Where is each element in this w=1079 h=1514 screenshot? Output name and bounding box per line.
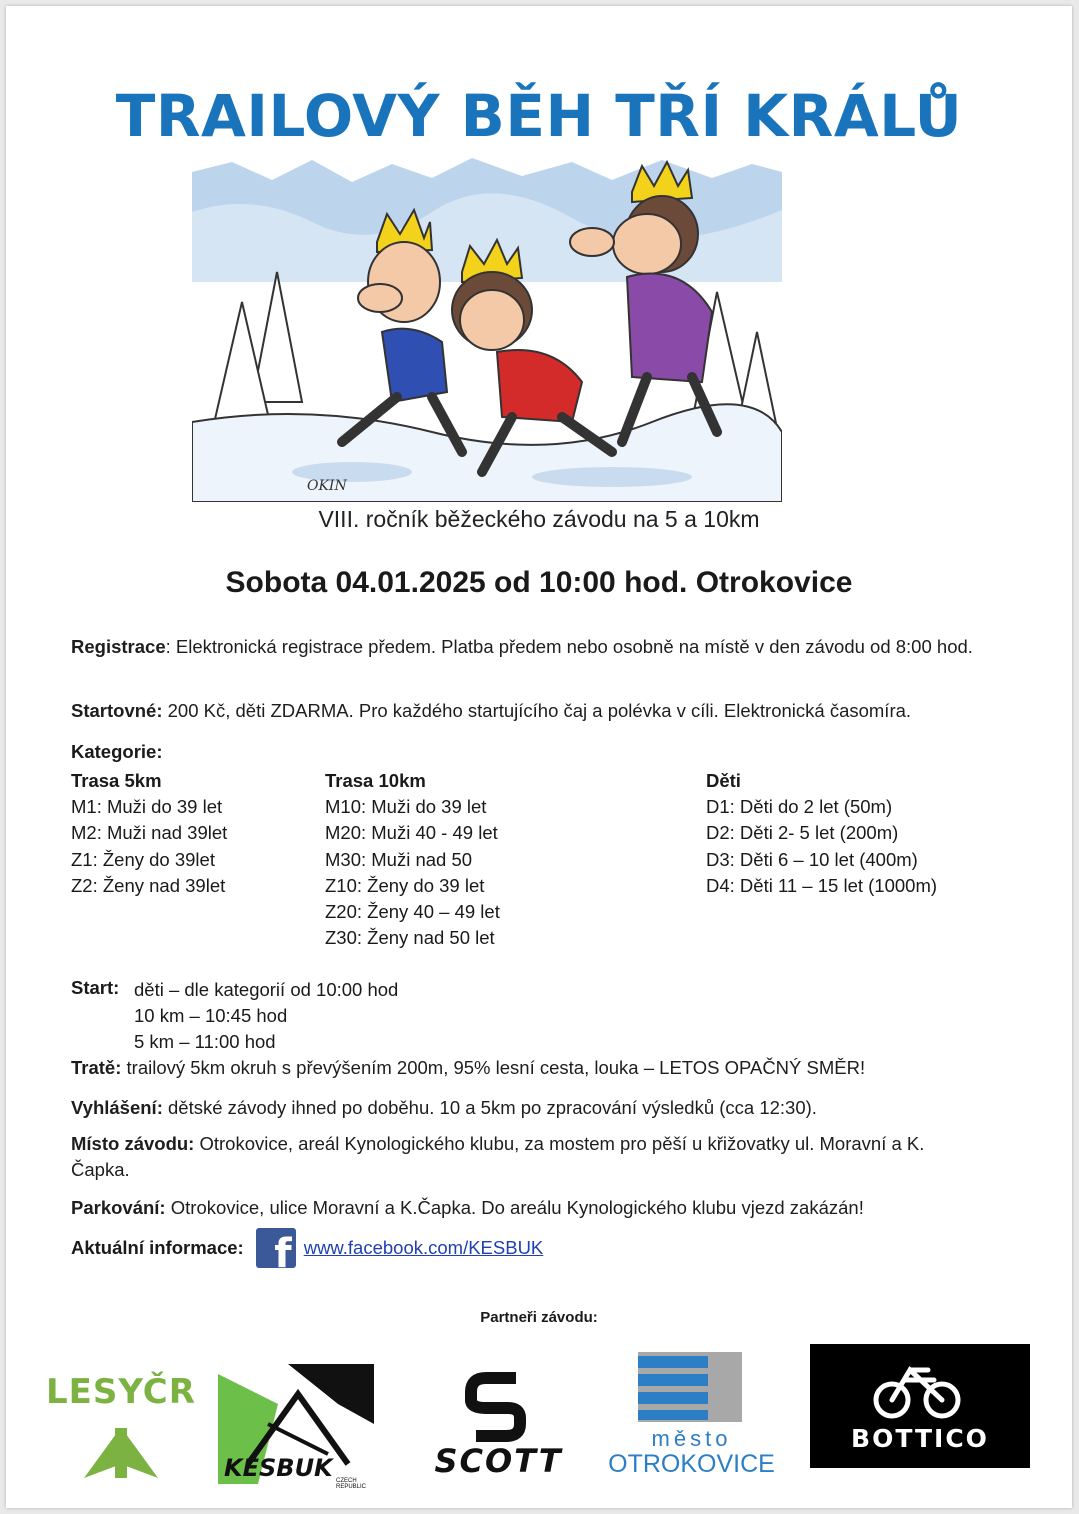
category-column-5km bbox=[71, 768, 227, 899]
lesy-cr-logo bbox=[46, 1372, 196, 1482]
category-item: Z20: Ženy 40 – 49 let bbox=[325, 901, 500, 923]
registration-text: : Elektronická registrace předem. Platba předem nebo osobně na místě v den závodu od 8:00 hod. bbox=[165, 636, 973, 657]
lesy-cr-tree-icon bbox=[46, 1416, 196, 1480]
otrokovice-logo-text: OTROKOVICE bbox=[608, 1450, 775, 1478]
fee-label: Startovné: bbox=[71, 700, 163, 721]
scott-logo-text: SCOTT bbox=[434, 1442, 563, 1480]
parking-label: Parkování: bbox=[71, 1197, 166, 1218]
category-column-children bbox=[706, 768, 937, 899]
mesto-otrokovice-emblem bbox=[604, 1350, 779, 1422]
parking-paragraph bbox=[71, 1195, 986, 1221]
category-item: Z2: Ženy nad 39let bbox=[71, 874, 226, 896]
event-subtitle: VIII. ročník běžeckého závodu na 5 a 10km bbox=[318, 506, 760, 532]
registration-paragraph bbox=[71, 634, 986, 660]
category-item: D4: Děti 11 – 15 let (1000m) bbox=[706, 874, 938, 896]
categories-heading: Kategorie: bbox=[71, 741, 163, 762]
facebook-icon[interactable]: f bbox=[256, 1228, 296, 1268]
category-heading: Trasa 10km bbox=[325, 770, 426, 791]
course-label: Tratě: bbox=[71, 1057, 122, 1078]
category-item: M1: Muži do 39 let bbox=[71, 796, 223, 818]
start-time-line: 10 km – 10:45 hod bbox=[134, 1005, 288, 1026]
kesbuk-logo-subtext: CZECH REPUBLIC bbox=[336, 1478, 367, 1490]
awards-label: Vyhlášení: bbox=[71, 1097, 163, 1118]
scott-logo bbox=[416, 1372, 581, 1482]
course-paragraph bbox=[71, 1055, 986, 1081]
kesbuk-logo bbox=[218, 1364, 374, 1490]
category-item: M10: Muži do 39 let bbox=[325, 796, 487, 818]
info-label: Aktuální informace: bbox=[71, 1237, 244, 1258]
registration-label: Registrace bbox=[71, 636, 166, 657]
course-text: trailový 5km okruh s převýšením 200m, 95% lesní cesta, louka – LETOS OPAČNÝ SMĚR! bbox=[121, 1057, 866, 1078]
facebook-link[interactable]: www.facebook.com/KESBUK bbox=[303, 1237, 544, 1258]
category-item: M2: Muži nad 39let bbox=[71, 822, 228, 844]
flyer-page bbox=[6, 6, 1072, 1508]
venue-label: Místo závodu: bbox=[71, 1133, 195, 1154]
category-item: Z1: Ženy do 39let bbox=[71, 848, 215, 870]
venue-paragraph bbox=[71, 1131, 986, 1183]
kesbuk-logo-text: KESBUK bbox=[224, 1454, 333, 1482]
venue-text: Otrokovice, areál Kynologického klubu, za mostem pro pěší u křižovatky ul. Moravní a K. Čapka. bbox=[71, 1133, 925, 1180]
bottico-logo-text: BOTTICO bbox=[851, 1424, 989, 1453]
bottico-logo bbox=[810, 1344, 1030, 1468]
mesto-logo-text: město bbox=[651, 1426, 732, 1451]
event-title: TRAILOVÝ BĚH TŘÍ KRÁLŮ bbox=[115, 82, 963, 150]
category-column-10km bbox=[325, 768, 500, 951]
lesy-cr-logo-text: LESYČR bbox=[46, 1372, 196, 1412]
fee-text: 200 Kč, děti ZDARMA. Pro každého startujícího čaj a polévka v cíli. Elektronická časomíra. bbox=[162, 700, 912, 721]
start-times bbox=[134, 977, 398, 1055]
awards-text: dětské závody ihned po doběhu. 10 a 5km po zpracování výsledků (cca 12:30). bbox=[162, 1097, 817, 1118]
category-item: D1: Děti do 2 let (50m) bbox=[706, 796, 893, 818]
category-item: D2: Děti 2- 5 let (200m) bbox=[706, 822, 899, 844]
event-date-location: Sobota 04.01.2025 od 10:00 hod. Otrokovice bbox=[225, 566, 853, 599]
category-item: Z30: Ženy nad 50 let bbox=[325, 927, 495, 949]
start-time-line: děti – dle kategorií od 10:00 hod bbox=[134, 979, 399, 1000]
category-item: Z10: Ženy do 39 let bbox=[325, 874, 485, 896]
category-item: M30: Muži nad 50 bbox=[325, 848, 473, 870]
awards-paragraph bbox=[71, 1095, 986, 1121]
fee-paragraph bbox=[71, 698, 986, 724]
three-kings-illustration bbox=[192, 152, 782, 502]
parking-text: Otrokovice, ulice Moravní a K.Čapka. Do areálu Kynologického klubu vjezd zakázán! bbox=[165, 1197, 864, 1218]
category-item: M20: Muži 40 - 49 let bbox=[325, 822, 498, 844]
category-item: D3: Děti 6 – 10 let (400m) bbox=[706, 848, 918, 870]
category-heading: Trasa 5km bbox=[71, 770, 162, 791]
start-label: Start: bbox=[71, 977, 120, 998]
partners-label: Partneři závodu: bbox=[480, 1309, 598, 1326]
start-time-line: 5 km – 11:00 hod bbox=[134, 1031, 276, 1052]
mesto-otrokovice-logo bbox=[604, 1350, 779, 1484]
bicycle-icon bbox=[810, 1350, 1030, 1430]
illustration-signature: OKIN bbox=[307, 478, 347, 494]
category-heading: Děti bbox=[706, 770, 741, 791]
info-row bbox=[71, 1228, 543, 1268]
